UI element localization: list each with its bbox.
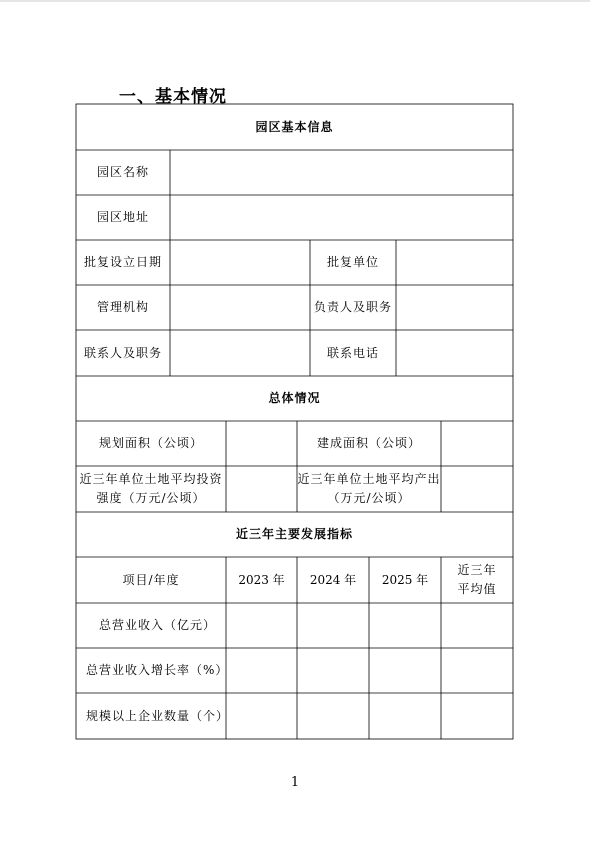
park-name-label: 园区名称 <box>96 165 149 179</box>
investment-intensity-field[interactable] <box>226 466 297 512</box>
enterprises-average-field[interactable] <box>441 693 513 739</box>
output-label-line2: （万元/公顷） <box>327 491 411 505</box>
column-header-2023: 2023 年 <box>238 572 285 587</box>
output-intensity-label <box>297 466 441 512</box>
park-name-field[interactable] <box>170 150 513 195</box>
leader-field[interactable] <box>396 285 513 330</box>
revenue-2025-field[interactable] <box>369 603 441 648</box>
approval-date-field[interactable] <box>170 240 310 285</box>
phone-label: 联系电话 <box>326 345 379 360</box>
output-label-line1: 近三年单位土地平均产出 <box>297 472 441 486</box>
column-header-average <box>441 557 513 603</box>
park-address-label: 园区地址 <box>96 210 149 224</box>
row-label-revenue-growth: 总营业收入增长率（%） <box>86 663 229 677</box>
enterprises-2024-field[interactable] <box>297 693 369 739</box>
growth-average-field[interactable] <box>441 648 513 693</box>
approval-unit-field[interactable] <box>396 240 513 285</box>
row-label-revenue: 总营业收入（亿元） <box>99 618 217 632</box>
enterprises-2023-field[interactable] <box>226 693 297 739</box>
phone-field[interactable] <box>396 330 513 376</box>
row-label-enterprise-count: 规模以上企业数量（个） <box>86 708 230 723</box>
enterprises-2025-field[interactable] <box>369 693 441 739</box>
revenue-2024-field[interactable] <box>297 603 369 648</box>
built-area-label: 建成面积（公顷） <box>316 436 421 450</box>
approval-date-label: 批复设立日期 <box>83 255 162 269</box>
revenue-average-field[interactable] <box>441 603 513 648</box>
average-header-line1: 近三年 <box>457 563 497 577</box>
investment-intensity-label <box>76 466 226 512</box>
built-area-field[interactable] <box>441 421 513 466</box>
section-heading: 一、基本情况 <box>119 87 227 107</box>
basic-info-title: 园区基本信息 <box>255 119 334 134</box>
column-header-2024: 2024 年 <box>309 572 357 587</box>
investment-label-line1: 近三年单位土地平均投资 <box>79 472 223 486</box>
column-header-item-year: 项目/年度 <box>122 572 180 587</box>
revenue-2023-field[interactable] <box>226 603 297 648</box>
planned-area-label: 规划面积（公顷） <box>98 436 203 450</box>
growth-2023-field[interactable] <box>226 648 297 693</box>
management-label: 管理机构 <box>96 300 149 314</box>
leader-label: 负责人及职务 <box>313 300 392 314</box>
growth-2025-field[interactable] <box>369 648 441 693</box>
overall-title: 总体情况 <box>268 391 321 405</box>
average-header-line2: 平均值 <box>457 582 497 596</box>
planned-area-field[interactable] <box>226 421 297 466</box>
approval-unit-label: 批复单位 <box>326 255 379 269</box>
park-address-field[interactable] <box>170 195 513 240</box>
indicators-title: 近三年主要发展指标 <box>235 527 353 541</box>
growth-2024-field[interactable] <box>297 648 369 693</box>
output-intensity-field[interactable] <box>441 466 513 512</box>
management-field[interactable] <box>170 285 310 330</box>
investment-label-line2: 强度（万元/公顷） <box>96 491 206 505</box>
contact-label: 联系人及职务 <box>83 345 162 360</box>
column-header-2025: 2025 年 <box>381 572 429 587</box>
contact-field[interactable] <box>170 330 310 376</box>
page-number: 1 <box>290 775 300 790</box>
